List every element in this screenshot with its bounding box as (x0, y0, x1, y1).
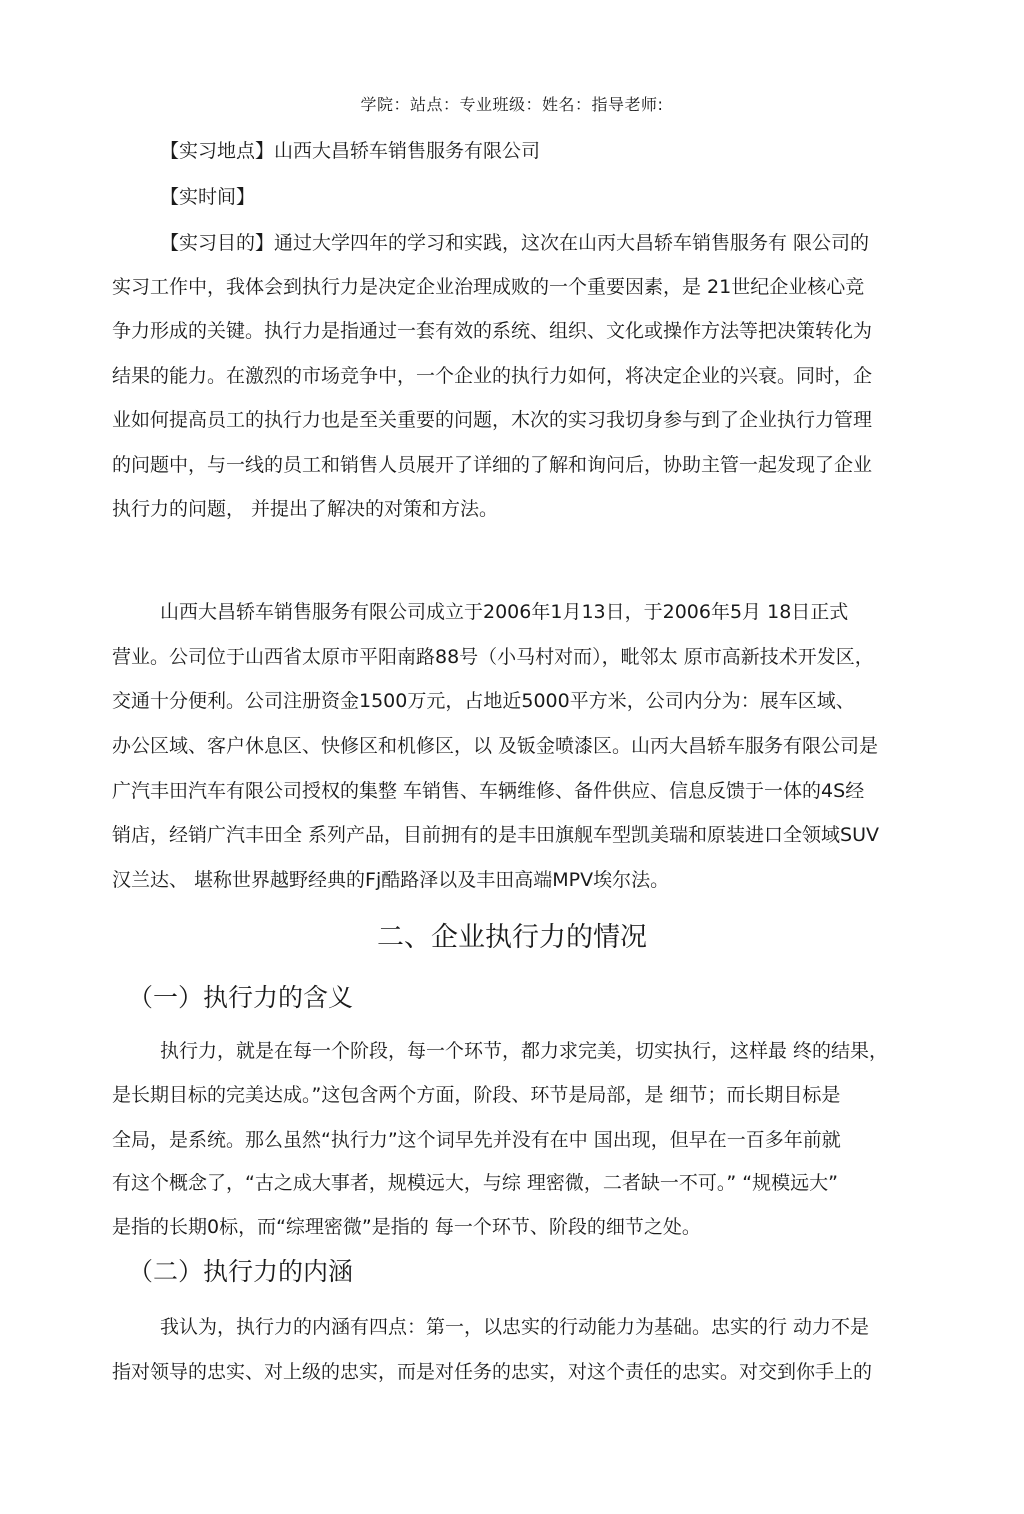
purpose-line: 的问题中，与一线的员工和销售人员展开了详细的了解和询问后，协助主管一起发现了企业 (112, 454, 873, 476)
paragraph-line: 我认为，执行力的内涵有四点：第一，以忠实的行动能力为基础。忠实的行 动力不是 (160, 1316, 870, 1338)
purpose-line: 实习工作中，我体会到执行力是决定企业治理成败的一个重要因素，是 21世纪企业核心竞 (112, 276, 865, 298)
paragraph-line: 执行力，就是在每一个阶段，每一个环节，都力求完美，切实执行，这样最 终的结果， (160, 1040, 889, 1062)
paragraph-line: 全局，是系统。那么虽然“执行力”这个词早先并没有在中 国出现，但早在一百多年前就 (112, 1129, 841, 1151)
paragraph-line: 指对领导的忠实、对上级的忠实，而是对任务的忠实，对这个责任的忠实。对交到你手上的 (112, 1361, 873, 1383)
purpose-line: 【实习目的】通过大学四年的学习和实践，这次在山丙大昌轿车销售服务有 限公司的 (160, 232, 870, 254)
paragraph-line: 是长期目标的完美达成。”这包含两个方面，阶段、环节是局部，是 细节；而长期目标是 (112, 1084, 841, 1106)
purpose-line: 争力形成的关键。执行力是指通过一套有效的系统、组织、文化或操作方法等把决策转化为 (112, 320, 873, 342)
internship-location: 【实习地点】山西大昌轿车销售服务有限公司 (160, 140, 541, 162)
header-info: 学院：站点：专业班级：姓名：指导老师: (360, 95, 664, 114)
paragraph-line: 是指的长期0标，而“综理密微”是指的 每一个环节、阶段的细节之处。 (112, 1216, 701, 1238)
company-line: 交通十分便利。公司注册资金1500万元，占地近5000平方米，公司内分为：展车区域、 (112, 690, 855, 712)
purpose-line: 执行力的问题， 并提出了解决的对策和方法。 (112, 498, 499, 520)
paragraph-line: 有这个概念了，“古之成大事者，规模远大，与综 理密微，二者缺一不可。” “规模远大” (112, 1172, 838, 1194)
company-line: 办公区域、客户休息区、快修区和机修区，以 及钣金喷漆区。山丙大昌轿车服务有限公司是 (112, 735, 879, 757)
company-line: 销店，经销广汽丰田全 系列产品，目前拥有的是丰田旗舰车型凯美瑞和原装进口全领域SUV (112, 824, 880, 846)
purpose-line: 结果的能力。在激烈的市场竞争中，一个企业的执行力如何，将决定企业的兴衰。同时，企 (112, 365, 873, 387)
subsection-heading: （一）执行力的含义 (128, 983, 354, 1012)
company-line: 山西大昌轿车销售服务有限公司成立于2006年1月13日，于2006年5月 18日正式 (160, 601, 849, 623)
company-line: 营业。公司位于山西省太原市平阳南路88号（小马村对而），毗邻太 原市高新技术开发区， (112, 646, 874, 668)
company-line: 汉兰达、 堪称世界越野经典的Fj酷路泽以及丰田高端MPV埃尔法。 (112, 869, 670, 891)
subsection-heading: （二）执行力的内涵 (128, 1257, 354, 1286)
purpose-line: 业如何提高员工的执行力也是至关重要的问题，木次的实习我切身参与到了企业执行力管理 (112, 409, 873, 431)
section-heading: 二、企业执行力的情况 (377, 922, 647, 953)
company-line: 广汽丰田汽车有限公司授权的集整 车销售、车辆维修、备件供应、信息反馈于一体的4S经 (112, 780, 865, 802)
internship-time: 【实时间】 (160, 186, 256, 208)
